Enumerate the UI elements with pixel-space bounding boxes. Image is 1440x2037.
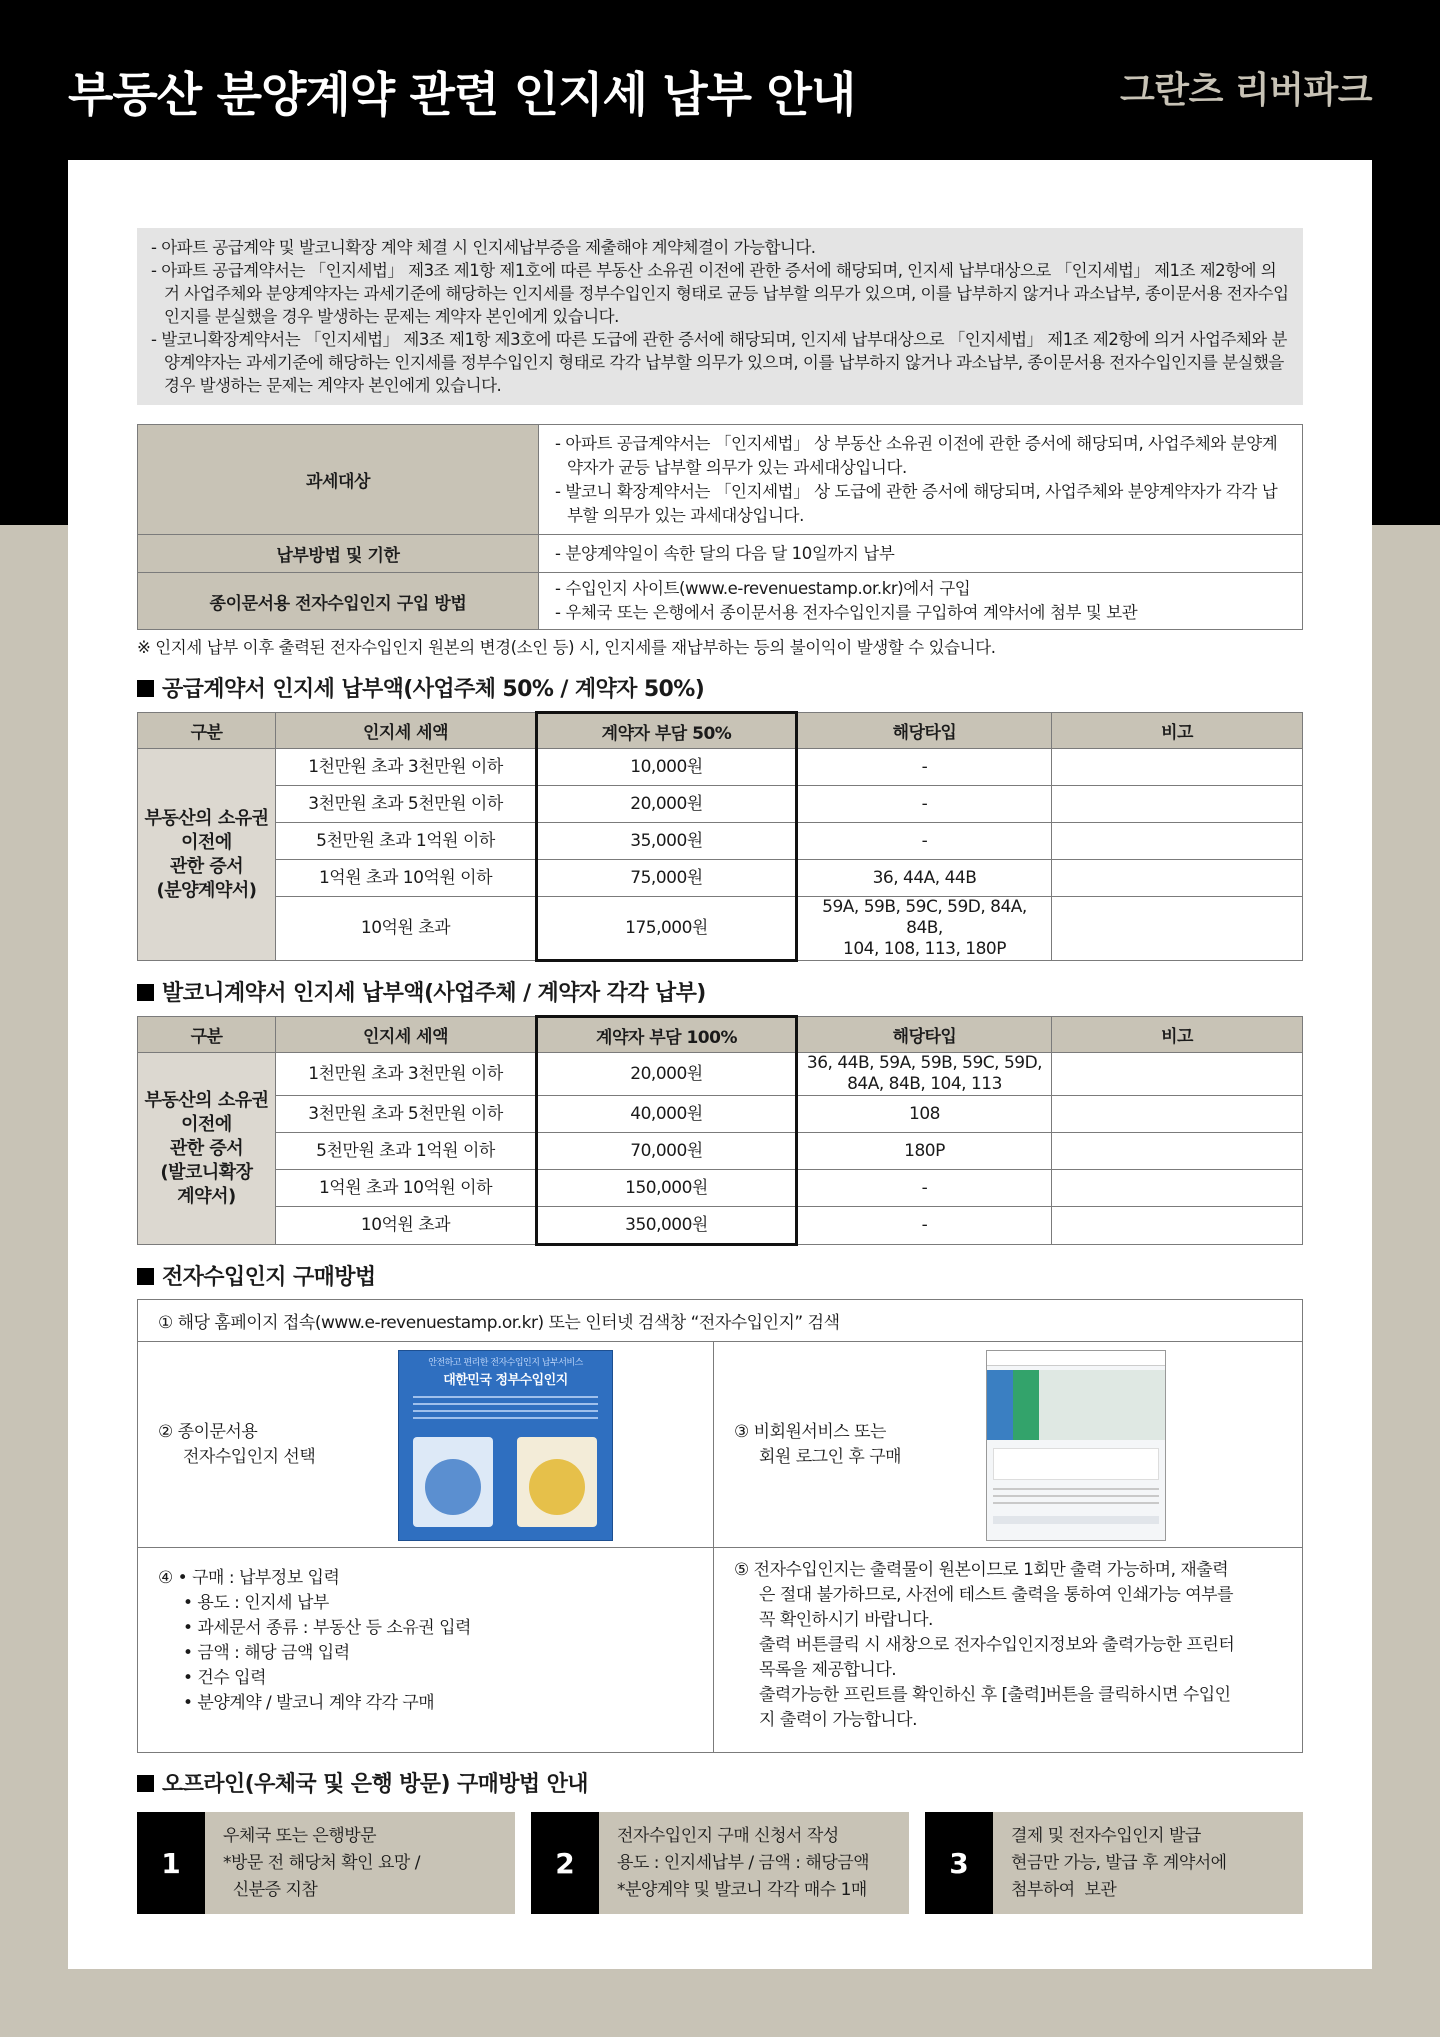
type-cell: 36, 44B, 59A, 59B, 59C, 59D, 84A, 84B, 104, 113 [797,1053,1052,1096]
amount-cell: 75,000원 [537,860,797,897]
brand-logo: 그란츠 리버파크 [1120,70,1372,111]
thumbnail-text-line [993,1495,1159,1497]
category-cell: 부동산의 소유권 이전에 관한 증서 (발코니확장 계약서) [138,1053,276,1245]
amount-cell: 70,000원 [537,1133,797,1170]
table-row [138,860,1303,897]
step-number: 2 [531,1812,599,1914]
amount-cell: 35,000원 [537,823,797,860]
section-title-offline [137,1767,1303,1798]
tax-bracket-cell: 1천만원 초과 3천만원 이하 [276,1053,537,1096]
step-line: • 금액 : 해당 금액 입력 [183,1643,350,1663]
thumbnail-text-line [993,1502,1159,1504]
purchase-step-5 [714,1548,1303,1753]
tax-bracket-cell: 3천만원 초과 5천만원 이하 [276,786,537,823]
thumbnail-text-line [413,1410,598,1412]
step-line: 현금만 가능, 발급 후 계약서에 [1011,1852,1227,1873]
table-row [138,1170,1303,1207]
step-line: ③ 비회원서비스 또는 [734,1422,886,1442]
table-row [138,1548,1303,1753]
step-number: 3 [925,1812,993,1914]
notice-line: - 아파트 공급계약서는 「인지세법」 제3조 제1항 제1호에 따른 부동산 소유권 이전에 관한 증서에 해당되며, 인지세 납부대상으로 「인지세법」 제1조 제2항에 의거 사업주체와 분양계약자는 과세기준에 해당하는 인지세를 정부수입인지 형태로 균등 납부할 의무가 있으며, 이를 납부하지 않거나 과소납부, 종이문서용 전자수입인지를 분실했을 경우 발생하는 문제는 계약자 본인에게 있습니다. [151,261,1289,326]
table-row [138,1053,1303,1096]
section-title-text: 전자수입인지 구매방법 [162,1265,376,1290]
thumbnail-login-box [993,1448,1159,1480]
amount-cell: 20,000원 [537,786,797,823]
info-line: - 분양계약일이 속한 달의 다음 달 10일까지 납부 [555,543,895,563]
purchase-steps-table [137,1299,1303,1753]
remark-cell [1052,749,1303,786]
document-content [137,228,1303,1914]
info-label-purchase: 종이문서용 전자수입인지 구입 방법 [138,573,539,630]
page-title: 부동산 분양계약 관련 인지세 납부 안내 [68,68,856,123]
amount-cell: 175,000원 [537,897,797,961]
thumbnail-tagline: 안전하고 편리한 전자수입인지 납부서비스 [428,1358,583,1368]
remark-cell [1052,786,1303,823]
step-text [205,1823,420,1904]
step-line: ④ • 구매 : 납부정보 입력 [158,1568,340,1588]
section-title-supply [137,672,1303,703]
type-cell: - [797,1207,1052,1245]
column-header: 인지세 세액 [276,713,537,749]
amount-cell: 40,000원 [537,1096,797,1133]
thumbnail-text-line [413,1396,598,1398]
table-row [138,425,1303,535]
column-header: 인지세 세액 [276,1017,537,1053]
square-bullet-icon [137,1775,154,1792]
column-header: 해당타입 [797,713,1052,749]
thumbnail-text-line [993,1488,1159,1490]
info-note: ※ 인지세 납부 이후 출력된 전자수입인지 원본의 변경(소인 등) 시, 인지세를 재납부하는 등의 불이익이 발생할 수 있습니다. [137,638,996,657]
stamp-illustration-icon [529,1459,585,1515]
step-line: • 용도 : 인지세 납부 [183,1593,329,1613]
type-cell: 180P [797,1133,1052,1170]
column-header: 구분 [138,1017,276,1053]
remark-cell [1052,1133,1303,1170]
square-bullet-icon [137,1268,154,1285]
tax-bracket-cell: 5천만원 초과 1억원 이하 [276,823,537,860]
amount-cell: 350,000원 [537,1207,797,1245]
step-line: 출력 버튼클릭 시 새창으로 전자수입인지정보와 출력가능한 프린터 목록을 제공합니다. [759,1635,1235,1680]
tax-bracket-cell: 1천만원 초과 3천만원 이하 [276,749,537,786]
step-number: 1 [137,1812,205,1914]
step-line: 결제 및 전자수입인지 발급 [1011,1825,1201,1846]
offline-steps [137,1812,1303,1914]
step-line: 우체국 또는 은행방문 [223,1825,377,1846]
info-line: - 우체국 또는 은행에서 종이문서용 전자수입인지를 구입하여 계약서에 첨부 및 보관 [555,603,1138,622]
type-cell: 36, 44A, 44B [797,860,1052,897]
step-line: ② 종이문서용 [158,1422,258,1442]
thumbnail-text-line [413,1403,598,1405]
column-header: 계약자 부담 100% [537,1017,797,1053]
remark-cell [1052,1207,1303,1245]
table-row [138,897,1303,961]
thumbnail-footer [993,1516,1159,1524]
section-title-text: 오프라인(우체국 및 은행 방문) 구매방법 안내 [162,1772,588,1797]
supply-tax-table [137,711,1303,962]
type-cell: - [797,786,1052,823]
remark-cell [1052,823,1303,860]
tax-bracket-cell: 5천만원 초과 1억원 이하 [276,1133,537,1170]
step-line: • 분양계약 / 발코니 계약 각각 구매 [183,1693,435,1713]
revenue-stamp-site-thumbnail [398,1350,613,1541]
thumbnail-panel [1013,1370,1039,1440]
thumbnail-banner [987,1370,1165,1440]
info-line: - 수입인지 사이트(www.e-revenuestamp.or.kr)에서 구입 [555,579,971,598]
thumbnail-card [413,1437,493,1527]
info-line: - 발코니 확장계약서는 「인지세법」 상 도급에 관한 증서에 해당되며, 사업주체와 분양계약자가 각각 납부할 의무가 있는 과세대상입니다. [555,481,1278,525]
step-line: • 과세문서 종류 : 부동산 등 소유권 입력 [183,1618,471,1638]
tax-bracket-cell: 3천만원 초과 5천만원 이하 [276,1096,537,1133]
thumbnail-panel [987,1370,1013,1440]
table-row [138,1096,1303,1133]
notice-line: - 발코니확장계약서는 「인지세법」 제3조 제1항 제3호에 따른 도급에 관한 증서에 해당되며, 인지세 납부대상으로 「인지세법」 제1조 제2항에 의거 사업주체와 분양계약자는 과세기준에 해당하는 인지세를 정부수입인지 형태로 각각 납부할 의무가 있으며, 이를 납부하지 않거나 과소납부, 종이문서용 전자수입인지를 분실했을 경우 발생하는 문제는 계약자 본인에게 있습니다. [151,330,1287,395]
amount-cell: 150,000원 [537,1170,797,1207]
square-bullet-icon [137,680,154,697]
tax-bracket-cell: 10억원 초과 [276,1207,537,1245]
info-value-method [539,535,1303,573]
type-cell: - [797,749,1052,786]
remark-cell [1052,1170,1303,1207]
notice-line: - 아파트 공급계약 및 발코니확장 계약 체결 시 인지세납부증을 제출해야 계약체결이 가능합니다. [151,238,816,257]
step-line: *방문 전 해당처 확인 요망 / [223,1852,420,1873]
step-line: 출력가능한 프린트를 확인하신 후 [출력]버튼을 클릭하시면 수입인지 출력이 가능합니다. [759,1685,1231,1730]
column-header: 구분 [138,713,276,749]
step-text [993,1823,1227,1904]
amount-cell: 20,000원 [537,1053,797,1096]
remark-cell [1052,1053,1303,1096]
section-title-text: 공급계약서 인지세 납부액(사업주체 50% / 계약자 50%) [162,677,705,702]
login-page-thumbnail [986,1350,1166,1541]
step-2-text [138,1420,335,1470]
remark-cell [1052,860,1303,897]
table-row [138,1342,1303,1548]
column-header: 해당타입 [797,1017,1052,1053]
table-row [138,573,1303,630]
step-line: 첨부하여 보관 [1011,1879,1117,1900]
info-value-purchase [539,573,1303,630]
column-header: 계약자 부담 50% [537,713,797,749]
square-bullet-icon [137,984,154,1001]
step-line: 전자수입인지 구매 신청서 작성 [617,1825,839,1846]
step-3-text [714,1420,921,1470]
info-value-subject [539,425,1303,535]
thumbnail-text-line [413,1417,598,1419]
purchase-step-2 [138,1342,714,1548]
thumbnail-panel [1039,1370,1165,1440]
table-row [138,1133,1303,1170]
step-line: 신분증 지참 [223,1879,318,1900]
info-label-method: 납부방법 및 기한 [138,535,539,573]
step-line: 전자수입인지 선택 [183,1447,316,1467]
table-row [138,535,1303,573]
remark-cell [1052,1096,1303,1133]
paper-doc-illustration-icon [425,1459,481,1515]
step-line: • 건수 입력 [183,1668,267,1688]
tax-bracket-cell: 10억원 초과 [276,897,537,961]
type-cell: 59A, 59B, 59C, 59D, 84A, 84B, 104, 108, 113, 180P [797,897,1052,961]
info-line: - 아파트 공급계약서는 「인지세법」 상 부동산 소유권 이전에 관한 증서에 해당되며, 사업주체와 분양계약자가 균등 납부할 의무가 있는 과세대상입니다. [555,433,1278,477]
remark-cell [1052,897,1303,961]
thumbnail-card [517,1437,597,1527]
type-cell: - [797,823,1052,860]
column-header: 비고 [1052,1017,1303,1053]
table-row [138,786,1303,823]
type-cell: 108 [797,1096,1052,1133]
table-row [138,1207,1303,1245]
table-row [138,1300,1303,1342]
notice-box [137,228,1303,405]
step-line: 용도 : 인지세납부 / 금액 : 해당금액 [617,1852,870,1873]
category-cell: 부동산의 소유권 이전에 관한 증서 (분양계약서) [138,749,276,961]
tax-bracket-cell: 1억원 초과 10억원 이하 [276,1170,537,1207]
column-header: 비고 [1052,713,1303,749]
document-sheet [68,160,1372,1969]
table-row [138,823,1303,860]
offline-step-3 [925,1812,1303,1914]
amount-cell: 10,000원 [537,749,797,786]
thumbnail-nav-bar [987,1351,1165,1366]
info-label-subject: 과세대상 [138,425,539,535]
section-title-text: 발코니계약서 인지세 납부액(사업주체 / 계약자 각각 납부) [162,981,706,1006]
type-cell: - [797,1170,1052,1207]
step-text [599,1823,869,1904]
purchase-step-3 [714,1342,1303,1548]
purchase-step-4 [138,1548,714,1753]
offline-step-2 [531,1812,909,1914]
table-row [138,749,1303,786]
step-line: 회원 로그인 후 구매 [759,1447,902,1467]
section-title-purchase [137,1260,1303,1291]
balcony-tax-table [137,1015,1303,1246]
section-title-balcony [137,976,1303,1007]
step-line: ⑤ 전자수입인지는 출력물이 원본이므로 1회만 출력 가능하며, 재출력은 절대 불가하므로, 사전에 테스트 출력을 통하여 인쇄가능 여부를 꼭 확인하시기 바랍니다. [734,1560,1234,1630]
thumbnail-heading: 대한민국 정부수입인지 [443,1373,568,1388]
tax-bracket-cell: 1억원 초과 10억원 이하 [276,860,537,897]
offline-step-1 [137,1812,515,1914]
tax-info-table [137,424,1303,630]
step-line: *분양계약 및 발코니 각각 매수 1매 [617,1879,867,1900]
purchase-step-1: ① 해당 홈페이지 접속(www.e-revenuestamp.or.kr) 또는 인터넷 검색창 “전자수입인지” 검색 [138,1300,1303,1342]
